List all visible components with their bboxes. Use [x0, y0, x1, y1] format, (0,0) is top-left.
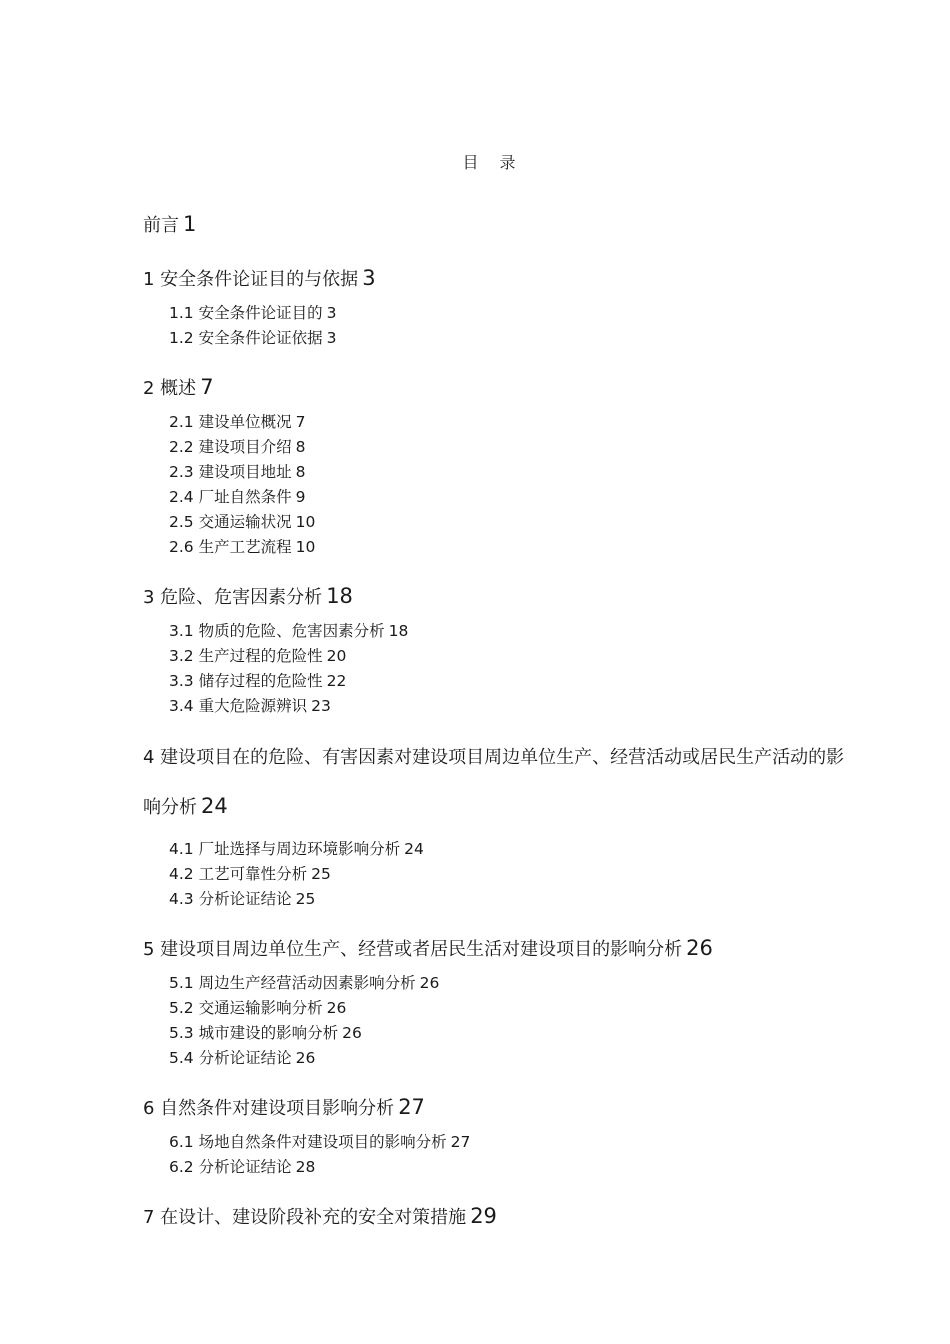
- toc-title: 目 录: [462, 153, 524, 172]
- toc-page-number: 27: [450, 1133, 471, 1151]
- toc-subentry-title: 6.1 场地自然条件对建设项目的影响分析: [169, 1133, 447, 1151]
- toc-page-number: 27: [398, 1095, 425, 1119]
- toc-entry-title: 7 在设计、建设阶段补充的安全对策措施: [143, 1207, 467, 1228]
- toc-entry-level2[interactable]: [169, 460, 853, 485]
- toc-page-number: 10: [295, 538, 316, 556]
- toc-page-number: 29: [470, 1204, 497, 1228]
- toc-page-number: 3: [362, 266, 376, 290]
- toc-subentry-title: 2.6 生产工艺流程: [169, 538, 292, 556]
- toc-subentry-title: 3.2 生产过程的危险性: [169, 647, 323, 665]
- toc-subentry-title: 5.1 周边生产经营活动因素影响分析: [169, 974, 416, 992]
- toc-entry-level1[interactable]: [143, 1091, 853, 1125]
- toc-entry-title: 6 自然条件对建设项目影响分析: [143, 1098, 395, 1119]
- toc-page-number: 26: [419, 974, 440, 992]
- toc-entry-level2[interactable]: [169, 619, 853, 644]
- toc-page-number: 28: [295, 1158, 316, 1176]
- toc-subentry-title: 1.2 安全条件论证依据: [169, 329, 323, 347]
- toc-page-number: 3: [326, 304, 337, 322]
- toc-subentry-title: 3.3 储存过程的危险性: [169, 672, 323, 690]
- toc-entry-level1[interactable]: [143, 262, 853, 296]
- toc-page-number: 25: [311, 865, 331, 883]
- toc-entry-title: 1 安全条件论证目的与依据: [143, 269, 359, 290]
- toc-page-number: 8: [295, 463, 306, 481]
- toc-page-number: 7: [295, 413, 306, 431]
- toc-entry-level2[interactable]: [169, 837, 853, 862]
- toc-subentry-title: 2.1 建设单位概况: [169, 413, 292, 431]
- toc-page-number: 26: [295, 1049, 316, 1067]
- toc-entry-level2[interactable]: [169, 410, 853, 435]
- toc-entry-level1[interactable]: [143, 580, 853, 614]
- toc-entry-level2[interactable]: [169, 435, 853, 460]
- toc-entry-level2[interactable]: [169, 535, 853, 560]
- toc-page-number: 26: [326, 999, 347, 1017]
- toc-entry-title: 3 危险、危害因素分析: [143, 587, 323, 608]
- toc-page-number: 18: [326, 584, 353, 608]
- toc-page-number: 22: [326, 672, 347, 690]
- toc-page-number: 9: [295, 488, 306, 506]
- toc-subentry-title: 2.3 建设项目地址: [169, 463, 292, 481]
- toc-subentry-title: 4.2 工艺可靠性分析: [169, 865, 308, 883]
- toc-entry-level2[interactable]: [169, 996, 853, 1021]
- toc-subentry-title: 6.2 分析论证结论: [169, 1158, 292, 1176]
- toc-subentry-title: 5.2 交通运输影响分析: [169, 999, 323, 1017]
- toc-subentry-title: 1.1 安全条件论证目的: [169, 304, 323, 322]
- toc-entry-level1[interactable]: [143, 371, 853, 405]
- toc-entry-level2[interactable]: [169, 1021, 853, 1046]
- toc-subentry-title: 4.1 厂址选择与周边环境影响分析: [169, 840, 401, 858]
- toc-entry-title: 5 建设项目周边单位生产、经营或者居民生活对建设项目的影响分析: [143, 939, 683, 960]
- toc-page-number: 3: [326, 329, 337, 347]
- toc-page-number: 8: [295, 438, 306, 456]
- toc-entry-title: 前言: [143, 215, 179, 236]
- toc-subentry-title: 5.4 分析论证结论: [169, 1049, 292, 1067]
- toc-page-number: 18: [388, 622, 409, 640]
- toc-entry-level2[interactable]: [169, 326, 853, 351]
- toc-subentry-title: 2.4 厂址自然条件: [169, 488, 292, 506]
- toc-entry-level2[interactable]: [169, 887, 853, 912]
- toc-entry-level2[interactable]: [169, 1155, 853, 1180]
- toc-entry-level2[interactable]: [169, 862, 853, 887]
- toc-subentry-title: 5.3 城市建设的影响分析: [169, 1024, 339, 1042]
- toc-entry-title: 2 概述: [143, 378, 197, 399]
- toc-subentry-title: 3.1 物质的危险、危害因素分析: [169, 622, 385, 640]
- toc-page-number: 24: [201, 794, 228, 818]
- toc-page-number: 7: [200, 375, 214, 399]
- toc-subentry-title: 2.5 交通运输状况: [169, 513, 292, 531]
- toc-entry-level2[interactable]: [169, 301, 853, 326]
- toc-entry-level2[interactable]: [169, 485, 853, 510]
- toc-entry-level2[interactable]: [169, 644, 853, 669]
- toc-subentry-title: 4.3 分析论证结论: [169, 890, 292, 908]
- toc-page-number: 26: [342, 1024, 362, 1042]
- toc-page-number: 24: [404, 840, 424, 858]
- toc-entry-level1[interactable]: [143, 208, 853, 242]
- toc-entry-level2[interactable]: [169, 971, 853, 996]
- toc-entry-level2[interactable]: [169, 1046, 853, 1071]
- toc-entry-level1[interactable]: [143, 932, 853, 966]
- toc-subentry-title: 3.4 重大危险源辨识: [169, 697, 308, 715]
- toc-page-number: 10: [295, 513, 316, 531]
- table-of-contents: [143, 208, 853, 1239]
- toc-page-number: 1: [183, 212, 197, 236]
- toc-page-number: 26: [686, 936, 713, 960]
- toc-entry-level2[interactable]: [169, 1130, 853, 1155]
- toc-page-number: 23: [311, 697, 331, 715]
- toc-entry-level2[interactable]: [169, 510, 853, 535]
- toc-entry-level2[interactable]: [169, 669, 853, 694]
- toc-entry-title: 4 建设项目在的危险、有害因素对建设项目周边单位生产、经营活动或居民生产活动的影响分析: [143, 747, 845, 818]
- toc-entry-level2[interactable]: [169, 694, 853, 719]
- toc-entry-level1[interactable]: [143, 1200, 853, 1234]
- toc-page-number: 25: [295, 890, 316, 908]
- toc-subentry-title: 2.2 建设项目介绍: [169, 438, 292, 456]
- toc-entry-level1[interactable]: [143, 733, 853, 832]
- toc-page-number: 20: [326, 647, 347, 665]
